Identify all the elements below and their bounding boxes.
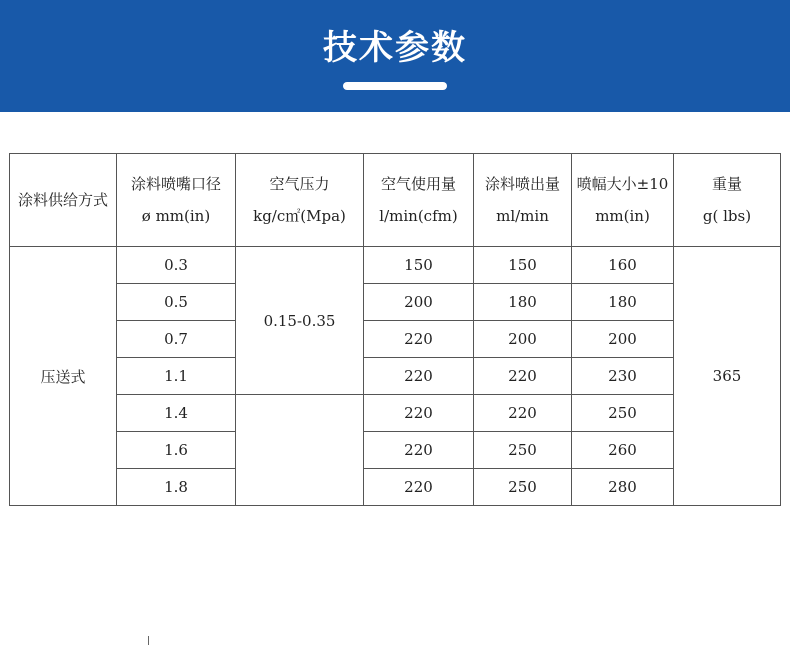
header-weight: 重量 g( lbs): [674, 154, 781, 247]
paint-output-cell: 180: [474, 284, 572, 321]
supply-method-cell: 压送式: [10, 247, 117, 506]
table-row: [10, 358, 781, 395]
paint-output-cell: 220: [474, 358, 572, 395]
air-use-cell: 220: [364, 395, 474, 432]
spray-width-cell: 280: [572, 469, 674, 506]
spec-table: [9, 153, 781, 506]
table-header-row: [10, 154, 781, 247]
table-row: [10, 395, 781, 432]
header-supply-method: 涂料供给方式: [10, 154, 117, 247]
nozzle-cell: 0.3: [117, 247, 236, 284]
table-row: [10, 247, 781, 284]
nozzle-cell: 1.8: [117, 469, 236, 506]
weight-cell: 365: [674, 247, 781, 506]
spray-width-cell: 230: [572, 358, 674, 395]
header-spray-width: 喷幅大小±10 mm(in): [572, 154, 674, 247]
table-row: [10, 432, 781, 469]
pressure-empty-cell: [236, 395, 364, 506]
header-air-pressure: 空气压力 kg/c㎡(Mpa): [236, 154, 364, 247]
table-row: [10, 469, 781, 506]
spray-width-cell: 180: [572, 284, 674, 321]
header-air-use: 空气使用量 l/min(cfm): [364, 154, 474, 247]
nozzle-cell: 1.4: [117, 395, 236, 432]
nozzle-cell: 0.5: [117, 284, 236, 321]
header-banner: [0, 0, 790, 112]
air-use-cell: 150: [364, 247, 474, 284]
air-use-cell: 200: [364, 284, 474, 321]
nozzle-cell: 1.1: [117, 358, 236, 395]
header-nozzle: 涂料喷嘴口径 ø mm(in): [117, 154, 236, 247]
paint-output-cell: 150: [474, 247, 572, 284]
pressure-cell: 0.15-0.35: [236, 247, 364, 395]
nozzle-cell: 1.6: [117, 432, 236, 469]
spray-width-cell: 260: [572, 432, 674, 469]
table-row: [10, 321, 781, 358]
nozzle-cell: 0.7: [117, 321, 236, 358]
paint-output-cell: 200: [474, 321, 572, 358]
air-use-cell: 220: [364, 432, 474, 469]
page-title: 技术参数: [323, 28, 467, 68]
air-use-cell: 220: [364, 321, 474, 358]
title-underline: [343, 82, 447, 90]
divider-tick: [148, 636, 149, 645]
air-use-cell: 220: [364, 358, 474, 395]
header-paint-output: 涂料喷出量 ml/min: [474, 154, 572, 247]
spray-width-cell: 200: [572, 321, 674, 358]
table-row: [10, 284, 781, 321]
paint-output-cell: 250: [474, 469, 572, 506]
paint-output-cell: 250: [474, 432, 572, 469]
spray-width-cell: 160: [572, 247, 674, 284]
spray-width-cell: 250: [572, 395, 674, 432]
paint-output-cell: 220: [474, 395, 572, 432]
air-use-cell: 220: [364, 469, 474, 506]
